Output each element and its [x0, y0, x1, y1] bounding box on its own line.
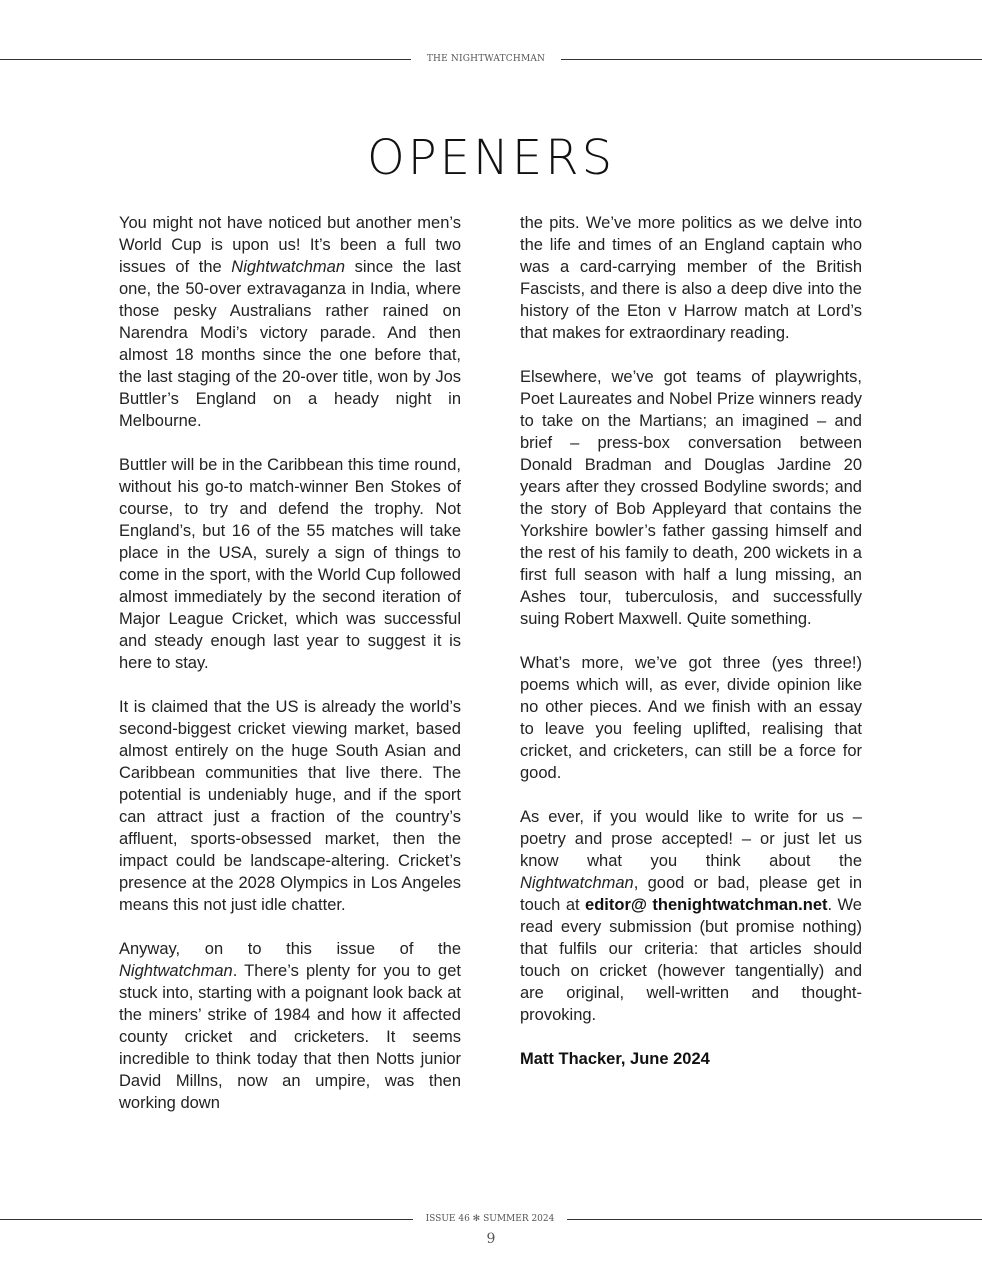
magazine-name-italic: Nightwatchman	[520, 874, 634, 892]
left-paragraph-4-text-a: Anyway, on to this issue of the	[119, 940, 461, 958]
magazine-name-italic: Nightwatchman	[119, 962, 233, 980]
right-paragraph-3: What’s more, we’ve got three (yes three!) poems which will, as ever, divide opinion like no other pieces. And we finish with an essay to leave you feeling uplifted, realising that cricket, and cricketers, can still be a force for good.	[520, 654, 862, 782]
left-paragraph-1-text-a: You might not have noticed but another men’s World Cup is upon us! It’s been a full two issues of the	[119, 214, 461, 276]
running-head	[0, 51, 982, 67]
right-paragraph-4-text-c: . We read every submission (but promise nothing) that fulfils our criteria: that articles should touch on cricket (however tangentially) and are original, well-written and thought-provoking.	[520, 896, 862, 1024]
left-paragraph-1-text-b: since the last one, the 50-over extravaganza in India, where those pesky Australians rather rained on Narendra Modi’s victory parade. And then almost 18 months since the one before that, the last staging of the 20-over title, won by Jos Buttler’s England on a heady night in Melbourne.	[119, 258, 461, 430]
right-paragraph-2: Elsewhere, we’ve got teams of playwrights, Poet Laureates and Nobel Prize winners ready to take on the Martians; an imagined – and brief – press-box conversation between Donald Bradman and Douglas Jardine 20 years after they crossed Bodyline swords; and the story of Bob Appleyard that contains the Yorkshire bowler’s father gassing himself and the rest of his family to death, 200 wickets in a first full season with half a lung missing, an Ashes tour, tuberculosis, and successfully suing Robert Maxwell. Quite something.	[520, 368, 862, 628]
page-number: 9	[486, 1231, 496, 1247]
editor-email: editor@ thenightwatchman.net	[585, 896, 828, 914]
running-head-label: THE NIGHTWATCHMAN	[426, 54, 546, 64]
left-paragraph-3: It is claimed that the US is already the world’s second-biggest cricket viewing market, based almost entirely on the huge South Asian and Caribbean communities that live there. The potential is undeniably huge, and if the sport can attract just a fraction of the country’s affluent, sports-obsessed market, then the impact could be landscape-altering. Cricket’s presence at the 2028 Olympics in Los Angeles means this not just idle chatter.	[119, 698, 461, 914]
left-paragraph-2: Buttler will be in the Caribbean this time round, without his go-to match-winner Ben Stokes of course, to try and defend the trophy. Not England’s, but 16 of the 55 matches will take place in the USA, surely a sign of things to come in the sport, with the World Cup followed almost immediately by the second iteration of Major League Cricket, which was successful and steady enough last year to suggest it is here to stay.	[119, 456, 461, 672]
page-title: OPENERS	[366, 130, 616, 186]
left-column	[119, 212, 461, 1136]
author-signature: Matt Thacker, June 2024	[520, 1050, 710, 1068]
right-paragraph-4-text-b: , good or bad, please get in touch at	[520, 874, 862, 914]
left-paragraph-1	[119, 212, 461, 432]
footer-rule-right	[567, 1219, 982, 1220]
left-paragraph-4-text-b: . There’s plenty for you to get stuck into, starting with a poignant look back at the miners’ strike of 1984 and how it affected county cricket and cricketers. It seems incredible to think today that then Notts junior David Millns, now an umpire, was then working down	[119, 962, 461, 1112]
running-head-rule-right	[561, 59, 982, 60]
footer-rule-left	[0, 1219, 413, 1220]
right-paragraph-1: the pits. We’ve more politics as we delve into the life and times of an England captain who was a card-carrying member of the British Fascists, and there is also a deep dive into the history of the Eton v Harrow match at Lord’s that makes for extraordinary reading.	[520, 214, 862, 342]
right-column	[520, 212, 862, 1092]
right-paragraph-4	[520, 806, 862, 1026]
right-paragraph-4-text-a: As ever, if you would like to write for us – poetry and prose accepted! – or just let us know what you think about the	[520, 808, 862, 870]
issue-label: ISSUE 46 ✻ SUMMER 2024	[425, 1214, 555, 1224]
magazine-name-italic: Nightwatchman	[231, 258, 346, 276]
left-paragraph-4	[119, 938, 461, 1114]
running-head-rule-left	[0, 59, 411, 60]
footer	[0, 1211, 982, 1227]
